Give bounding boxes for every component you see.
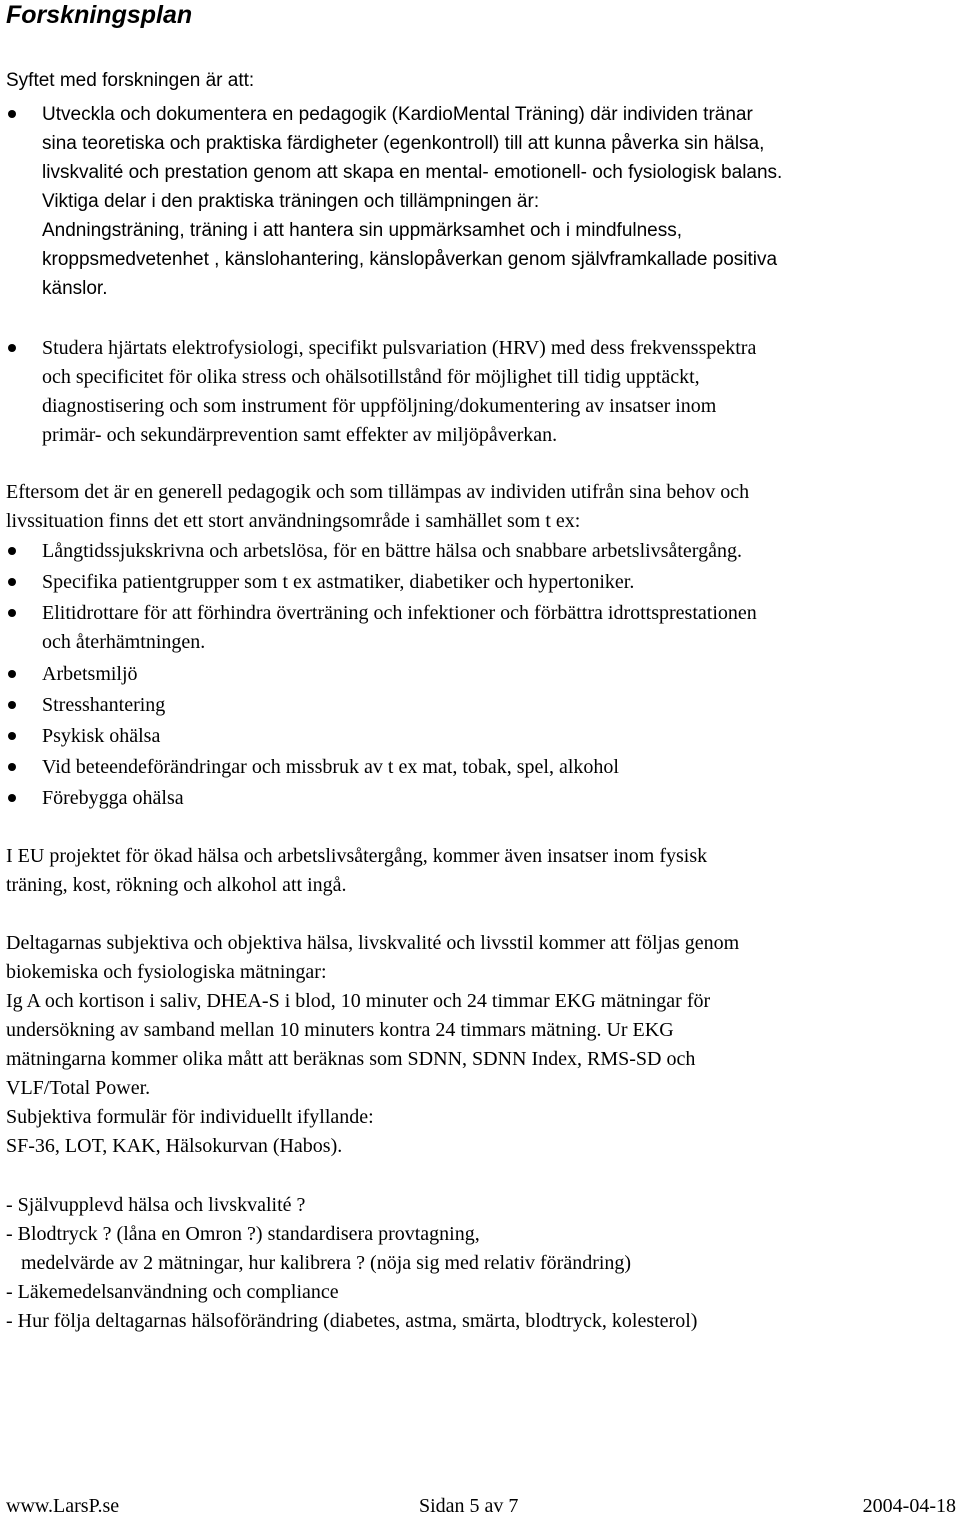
usage-item: Arbetsmiljö [42,663,138,685]
page-title: Forskningsplan [6,1,193,29]
dash-list-item: - Läkemedelsanvändning och compliance [6,1281,339,1303]
aim-2-line: primär- och sekundärprevention samt effekter av miljöpåverkan. [42,424,558,446]
bullet-dot [8,732,16,740]
measure-paragraph-line: mätningarna kommer olika mått att beräknas som SDNN, SDNN Index, RMS-SD och [6,1048,696,1070]
usage-item: Långtidssjukskrivna och arbetslösa, för en bättre hälsa och snabbare arbetslivsåtergång. [42,540,742,562]
measure-paragraph-line: Deltagarnas subjektiva och objektiva hälsa, livskvalité och livsstil kommer att följas genom [6,932,740,954]
usage-paragraph-line: Eftersom det är en generell pedagogik och som tillämpas av individen utifrån sina behov och [6,481,750,503]
usage-paragraph-line: livssituation finns det ett stort användningsområde i samhället som t ex: [6,510,581,532]
dash-list-item: - Självupplevd hälsa och livskvalité ? [6,1194,306,1216]
footer-page-number: Sidan 5 av 7 [419,1495,519,1517]
eu-paragraph-line: träning, kost, rökning och alkohol att ingå. [6,874,347,896]
bullet-dot [8,547,16,555]
usage-item: Elitidrottare för att förhindra överträning och infektioner och förbättra idrottsprestationen [42,602,757,624]
dash-list-item: - Hur följa deltagarnas hälsoförändring (diabetes, astma, smärta, blodtryck, kolesterol) [6,1310,698,1332]
intro-label: Syftet med forskningen är att: [6,70,255,91]
footer-website: www.LarsP.se [6,1495,120,1517]
bullet-dot [8,344,16,352]
measure-paragraph-line: SF-36, LOT, KAK, Hälsokurvan (Habos). [6,1135,343,1157]
bullet-dot [8,110,16,118]
footer-date: 2004-04-18 [862,1495,956,1517]
usage-item: Förebygga ohälsa [42,787,184,809]
dash-list-item: medelvärde av 2 mätningar, hur kalibrera ? (nöja sig med relativ förändring) [6,1252,632,1274]
bullet-dot [8,763,16,771]
aim-1-line: Utveckla och dokumentera en pedagogik (KardioMental Träning) där individen tränar [42,104,753,125]
aim-1-line: kroppsmedvetenhet , känslohantering, känslopåverkan genom självframkallade positiva [42,249,778,270]
bullet-dot [8,670,16,678]
usage-item: Psykisk ohälsa [42,725,161,747]
aim-1-line: sina teoretiska och praktiska färdigheter (egenkontroll) till att kunna påverka sin hälsa, [42,133,765,154]
measure-paragraph-line: Ig A och kortison i saliv, DHEA-S i blod, 10 minuter och 24 timmar EKG mätningar för [6,990,711,1012]
dash-list-item: - Blodtryck ? (låna en Omron ?) standardisera provtagning, [6,1223,480,1245]
aim-2-line: och specificitet för olika stress och ohälsotillstånd för möjlighet till tidig upptäckt, [42,366,700,388]
bullet-dot [8,794,16,802]
bullet-dot [8,578,16,586]
aim-2-line: diagnostisering och som instrument för uppföljning/dokumentering av insatser inom [42,395,717,417]
aim-1-line: Viktiga delar i den praktiska träningen och tillämpningen är: [42,191,540,212]
usage-item: och återhämtningen. [42,631,206,653]
measure-paragraph-line: biokemiska och fysiologiska mätningar: [6,961,327,983]
measure-paragraph-line: VLF/Total Power. [6,1077,151,1099]
usage-item: Stresshantering [42,694,166,716]
eu-paragraph-line: I EU projektet för ökad hälsa och arbetslivsåtergång, kommer även insatser inom fysisk [6,845,708,867]
bullet-dot [8,609,16,617]
aim-1-line: känslor. [42,278,108,299]
bullet-dot [8,701,16,709]
aim-2-line: Studera hjärtats elektrofysiologi, specifikt pulsvariation (HRV) med dess frekvensspektra [42,337,757,359]
measure-paragraph-line: Subjektiva formulär för individuellt ifyllande: [6,1106,374,1128]
measure-paragraph-line: undersökning av samband mellan 10 minuters kontra 24 timmars mätning. Ur EKG [6,1019,674,1041]
aim-1-line: livskvalité och prestation genom att skapa en mental- emotionell- och fysiologisk balans. [42,162,783,183]
usage-item: Specifika patientgrupper som t ex astmatiker, diabetiker och hypertoniker. [42,571,635,593]
usage-item: Vid beteendeförändringar och missbruk av t ex mat, tobak, spel, alkohol [42,756,619,778]
aim-1-line: Andningsträning, träning i att hantera sin uppmärksamhet och i mindfulness, [42,220,683,241]
